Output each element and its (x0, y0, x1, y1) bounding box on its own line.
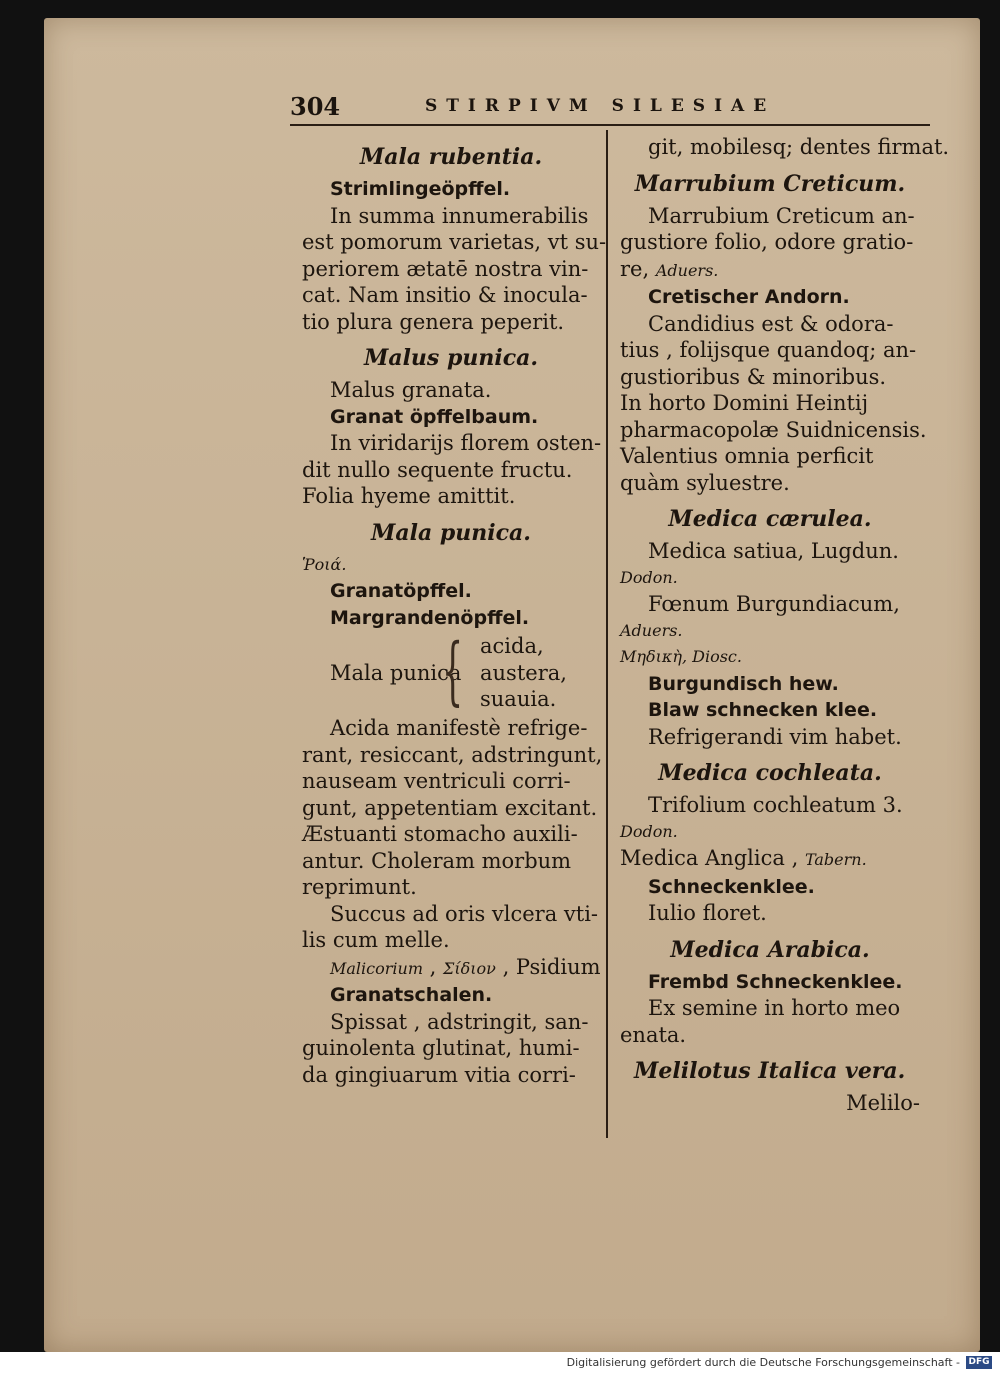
left-column (302, 134, 607, 1088)
german-name: Granatschalen. (330, 984, 493, 1006)
german-name: Burgundisch hew. (648, 672, 839, 695)
text-line: quàm syluestre. (620, 470, 790, 495)
text-line: Trifolium cochleatum 3. (648, 793, 903, 817)
text-line: In viridarijs florem osten- (330, 431, 602, 455)
entry-heading: Marrubium Creticum. (634, 170, 906, 197)
column-divider (606, 130, 608, 1138)
brace-item: acida, (480, 634, 544, 658)
brace-group (302, 628, 600, 714)
text-line: Fœnum Burgundiacum, (648, 592, 900, 616)
brace-item: suauia. (480, 687, 557, 711)
brace-item: austera, (480, 660, 567, 685)
synonym: Σίδιον (443, 958, 496, 978)
catchword: Melilo- (846, 1091, 920, 1115)
text-line: Iulio floret. (648, 901, 767, 925)
text-line: Candidius est & odora- (648, 311, 894, 336)
text-line: tius , folijsque quandoq; an- (620, 338, 917, 362)
text-line: periorem ætatē nostra vin- (302, 256, 589, 281)
right-column (620, 134, 950, 1117)
page-header (290, 88, 930, 128)
text-line: guinolenta glutinat, humi- (302, 1036, 580, 1060)
text-line: Æstuanti stomacho auxili- (302, 822, 578, 846)
text-line: cat. Nam insitio & inocula- (302, 283, 588, 307)
german-name: Granat öpffelbaum. (330, 405, 539, 428)
citation: Ῥοιά. (302, 554, 347, 574)
text-line: Medica satiua, Lugdun. (648, 539, 899, 563)
citation: Dodon. (620, 567, 678, 587)
citation: Dodon. (620, 821, 678, 841)
text-line (620, 845, 920, 874)
text-line (620, 256, 920, 285)
text-line: enata. (620, 1022, 687, 1047)
text-line: gunt, appetentiam excitant. (302, 795, 598, 820)
german-name: Granatöpffel. (330, 580, 472, 602)
text-line: Ex semine in horto meo (648, 996, 901, 1020)
entry-heading: Medica cochleata. (658, 760, 882, 786)
citation: Μηδικὴ, Diosc. (620, 647, 742, 666)
citation: Aduers. (620, 620, 683, 640)
footer-credit: Digitalisierung gefördert durch die Deutsche Forschungsgemeinschaft - (566, 1356, 960, 1369)
citation: Tabern. (804, 850, 867, 869)
text-line: Acida manifestè refrige- (330, 716, 588, 740)
german-name: Cretischer Andorn. (648, 286, 850, 308)
dfg-logo: DFG (966, 1356, 992, 1369)
text-line: gustiore folio, odore gratio- (620, 230, 914, 254)
brace-items (480, 633, 567, 713)
entry-heading: Medica cærulea. (668, 506, 872, 532)
text-line: In horto Domini Heintij (620, 391, 869, 415)
brace-label: Mala punica (330, 661, 462, 685)
text-line: Marrubium Creticum an- (648, 203, 915, 228)
text-line: In summa innumerabilis (330, 203, 589, 228)
entry-heading: Mala punica. (371, 519, 531, 546)
text-line: gustioribus & minoribus. (620, 364, 887, 389)
german-name: Strimlingeöpffel. (330, 178, 511, 200)
synonym: Psidium (515, 954, 601, 979)
text-line: lis cum melle. (302, 928, 450, 952)
citation: Aduers. (655, 260, 719, 280)
brace-symbol: { (442, 628, 464, 714)
entry-heading: Mala rubentia. (359, 144, 543, 170)
text-line: antur. Choleram morbum (302, 848, 572, 873)
entry-heading: Malus punica. (363, 345, 539, 371)
running-head: STIRPIVM SILESIAE (425, 96, 776, 116)
text-line: tio plura genera peperit. (302, 309, 565, 334)
text-line: Succus ad oris vlcera vti- (330, 901, 599, 926)
page-number: 304 (290, 92, 341, 121)
text-line: Spissat , adstringit, san- (330, 1009, 589, 1034)
text-line: git, mobilesq; dentes firmat. (648, 135, 950, 159)
text-line: nauseam ventriculi corri- (302, 769, 571, 793)
text-line: da gingiuarum vitia corri- (302, 1062, 576, 1087)
text-line: dit nullo sequente fructu. (302, 457, 573, 482)
text-line: Folia hyeme amittit. (302, 484, 516, 508)
entry-heading: Melilotus Italica vera. (634, 1058, 906, 1084)
text-line: reprimunt. (302, 875, 417, 899)
text-line: rant, resiccant, adstringunt, (302, 742, 603, 767)
german-name: Schneckenklee. (648, 875, 815, 898)
german-name: Frembd Schneckenklee. (648, 970, 903, 993)
text-line: Malus granata. (330, 378, 492, 402)
text-line: Refrigerandi vim habet. (648, 724, 902, 749)
synonym-line: Malicorium , Σίδιον , Psidium (330, 954, 601, 979)
footer-bar (0, 1352, 1000, 1373)
text-line: est pomorum varietas, vt su- (302, 230, 607, 254)
text-line: pharmacopolæ Suidnicensis. (620, 417, 927, 442)
synonym: Malicorium (330, 958, 423, 978)
text-line: Valentius omnia perficit (620, 444, 874, 468)
text-fragment: re, (620, 256, 650, 281)
header-rule (290, 124, 930, 126)
text-fragment: Medica Anglica , (620, 846, 799, 870)
entry-heading: Medica Arabica. (670, 936, 870, 963)
german-name: Blaw schnecken klee. (648, 699, 878, 721)
german-name: Margrandenöpffel. (330, 606, 530, 629)
